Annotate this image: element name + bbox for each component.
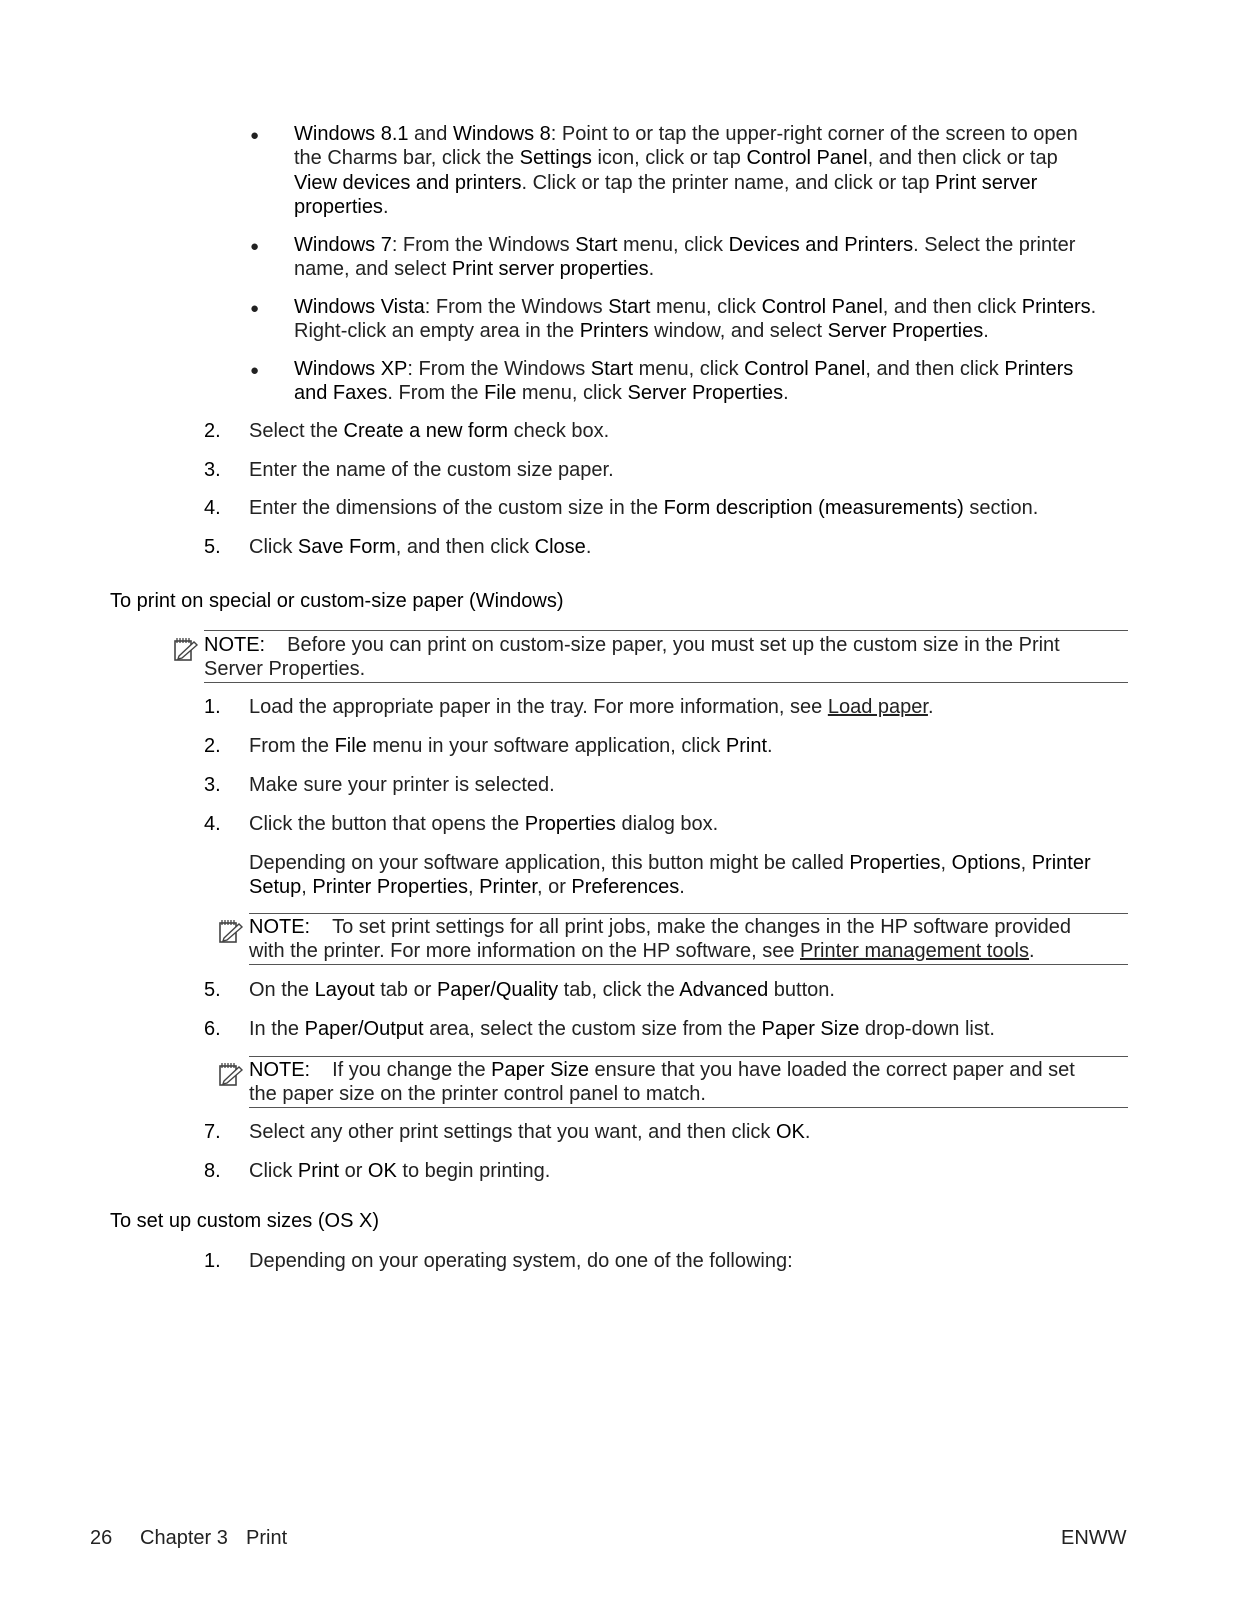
text-run: . — [983, 320, 989, 342]
ui-term: Print — [725, 735, 767, 757]
text-run: the Charms bar, click the — [294, 147, 520, 169]
text-run: . — [804, 1121, 811, 1143]
ui-term: Printer — [479, 876, 537, 898]
step-detail — [249, 851, 1091, 875]
text-run: , — [940, 852, 952, 874]
cross-reference-link[interactable]: Printer management tools — [800, 940, 1030, 962]
step-number: 3. — [204, 774, 221, 796]
ui-term: Properties — [849, 852, 941, 874]
text-run: To set print settings for all print jobs, make the changes in the HP software provided — [332, 916, 1072, 938]
note-top-rule — [249, 1056, 1128, 1057]
ui-term: Properties — [524, 813, 616, 835]
step-number: 5. — [204, 536, 221, 558]
text-run: Depending on your software application, this button might be called — [249, 852, 850, 874]
text-run: Make sure your printer is selected. — [249, 774, 555, 796]
bullet-line — [294, 357, 1073, 381]
ui-term: Windows 7 — [294, 234, 392, 256]
note-icon — [218, 918, 244, 944]
ui-term: OK — [775, 1121, 805, 1143]
bullet-line — [294, 295, 1096, 319]
note-top-rule — [249, 913, 1128, 914]
ui-term: Options — [951, 852, 1021, 874]
ui-term: Printers — [1021, 296, 1091, 318]
text-run: : From the Windows — [424, 296, 609, 318]
text-run: . — [585, 536, 592, 558]
text-run: Click — [249, 536, 298, 558]
bullet-icon: ● — [250, 238, 260, 255]
text-run: section. — [963, 497, 1039, 519]
bullet-icon: ● — [250, 127, 260, 144]
text-run: menu, click — [633, 358, 745, 380]
step-text — [249, 812, 718, 836]
text-run: Enter the dimensions of the custom size in the — [249, 497, 664, 519]
ui-term: Server Properties — [627, 382, 784, 404]
text-run: , — [301, 876, 313, 898]
text-run: If you change the — [332, 1059, 492, 1081]
step-text — [249, 1249, 793, 1273]
ui-term: Advanced — [679, 979, 769, 1001]
bullet-line — [294, 195, 389, 219]
ui-term: Server Properties — [827, 320, 984, 342]
note-label: NOTE: — [204, 634, 266, 656]
step-text — [249, 978, 835, 1002]
text-run: menu, click — [617, 234, 729, 256]
text-run: tab or — [374, 979, 437, 1001]
ui-term: Print server — [935, 172, 1038, 194]
ui-term: Start — [590, 358, 634, 380]
note-line — [204, 657, 365, 681]
text-run: menu, click — [650, 296, 762, 318]
text-run: . — [1029, 940, 1035, 962]
bullet-icon: ● — [250, 362, 260, 379]
ui-term: Start — [575, 234, 618, 256]
text-run: On the — [249, 979, 315, 1001]
text-run: . Click or tap the printer name, and click or tap — [521, 172, 936, 194]
note-text — [287, 634, 1060, 656]
step-text — [249, 734, 773, 758]
ui-term: Paper/Output — [304, 1018, 424, 1040]
note-top-rule — [204, 630, 1128, 631]
text-run: drop-down list. — [859, 1018, 995, 1040]
ui-term: Printers — [1004, 358, 1074, 380]
text-run: ensure that you have loaded the correct paper and set — [588, 1059, 1075, 1081]
note-label: NOTE: — [249, 916, 311, 938]
text-run: . — [767, 735, 773, 757]
step-number: 8. — [204, 1160, 221, 1182]
step-text — [249, 1017, 995, 1041]
ui-term: Preferences — [571, 876, 680, 898]
text-run: area, select the custom size from the — [423, 1018, 762, 1040]
text-run: Click — [249, 1160, 298, 1182]
note-label: NOTE: — [249, 1059, 311, 1081]
ui-term: OK — [367, 1160, 397, 1182]
text-run: icon, click or tap — [591, 147, 747, 169]
text-run: button. — [768, 979, 835, 1001]
step-text — [249, 695, 934, 719]
text-run: : From the Windows — [391, 234, 576, 256]
bullet-line — [294, 146, 1058, 170]
step-number: 1. — [204, 696, 221, 718]
ui-term: Setup — [249, 876, 302, 898]
text-run: Enter the name of the custom size paper. — [249, 459, 614, 481]
text-run: or — [339, 1160, 368, 1182]
note-bottom-rule — [204, 682, 1128, 683]
text-run: : Point to or tap the upper-right corner of the screen to open — [550, 123, 1078, 145]
ui-term: Settings — [519, 147, 592, 169]
text-run: , and then click — [865, 358, 1005, 380]
text-run: to begin printing. — [396, 1160, 551, 1182]
note-icon — [173, 636, 199, 662]
bullet-line — [294, 319, 989, 343]
text-run: menu, click — [516, 382, 628, 404]
text-run: . — [648, 258, 655, 280]
ui-term: Control Panel — [746, 147, 868, 169]
step-text — [249, 419, 609, 443]
bullet-line — [294, 233, 1075, 257]
ui-term: Print — [297, 1160, 340, 1182]
text-run: . From the — [387, 382, 485, 404]
step-text — [249, 535, 591, 559]
ui-term: Control Panel — [761, 296, 883, 318]
step-number: 2. — [204, 420, 221, 442]
note-line — [249, 1058, 1075, 1082]
note-line — [249, 1082, 706, 1106]
step-text — [249, 773, 555, 797]
ui-term: Windows 8.1 — [294, 123, 409, 145]
ui-term: Paper Size — [761, 1018, 860, 1040]
bullet-line — [294, 122, 1078, 146]
note-line — [249, 915, 1071, 939]
text-run: , — [468, 876, 480, 898]
bullet-line — [294, 381, 789, 405]
note-icon — [218, 1061, 244, 1087]
text-run: . — [783, 382, 789, 404]
step-number: 1. — [204, 1250, 221, 1272]
text-run: , and then click or tap — [867, 147, 1058, 169]
step-number: 3. — [204, 459, 221, 481]
text-run: check box. — [508, 420, 610, 442]
text-run: dialog box. — [615, 813, 719, 835]
text-run: with the printer. For more information on the HP software, see — [249, 940, 800, 962]
text-run: menu in your software application, click — [366, 735, 726, 757]
text-run: tab, click the — [558, 979, 680, 1001]
step-number: 4. — [204, 813, 221, 835]
step-number: 4. — [204, 497, 221, 519]
ui-term: properties — [294, 196, 383, 218]
text-run: : From the Windows — [407, 358, 591, 380]
text-run: Server Properties. — [204, 658, 366, 680]
note-bottom-rule — [249, 964, 1128, 965]
ui-term: File — [334, 735, 367, 757]
bullet-icon: ● — [250, 300, 260, 317]
note-line — [204, 633, 1060, 657]
section-heading-windows: To print on special or custom-size paper (Windows) — [110, 590, 564, 612]
text-run: and — [408, 123, 453, 145]
text-run: In the — [249, 1018, 305, 1040]
text-run: Select the — [249, 420, 344, 442]
ui-term: Save Form — [297, 536, 396, 558]
step-text — [249, 458, 614, 482]
ui-term: Control Panel — [744, 358, 866, 380]
ui-term: and Faxes — [294, 382, 388, 404]
text-run: Right-click an empty area in the — [294, 320, 580, 342]
text-run: window, and select — [648, 320, 828, 342]
footer-section: Print — [246, 1527, 288, 1549]
step-number: 2. — [204, 735, 221, 757]
bullet-line — [294, 171, 1037, 195]
ui-term: Create a new form — [343, 420, 509, 442]
text-run: Depending on your operating system, do one of the following: — [249, 1250, 793, 1272]
ui-term: Form description (measurements) — [663, 497, 964, 519]
text-run: Select any other print settings that you want, and then click — [249, 1121, 776, 1143]
ui-term: Close — [534, 536, 586, 558]
footer-page-number: 26 — [90, 1527, 113, 1549]
step-number: 6. — [204, 1018, 221, 1040]
ui-term: Windows 8 — [452, 123, 551, 145]
text-run: , or — [536, 876, 572, 898]
footer-chapter: Chapter 3 — [140, 1527, 228, 1549]
ui-term: Paper Size — [491, 1059, 589, 1081]
text-run: Before you can print on custom-size paper, you must set up the custom size in the Print — [287, 634, 1060, 656]
text-run: Click the button that opens the — [249, 813, 525, 835]
text-run: . — [1090, 296, 1097, 318]
text-run: . — [382, 196, 389, 218]
step-detail — [249, 875, 685, 899]
note-bottom-rule — [249, 1107, 1128, 1108]
ui-term: Start — [608, 296, 651, 318]
text-run: the paper size on the printer control panel to match. — [249, 1083, 706, 1105]
ui-term: View devices and printers — [294, 172, 522, 194]
ui-term: Windows Vista — [294, 296, 425, 318]
section-heading-osx: To set up custom sizes (OS X) — [110, 1210, 379, 1232]
text-run: . Select the printer — [913, 234, 1076, 256]
text-run: name, and select — [294, 258, 452, 280]
step-text — [249, 496, 1038, 520]
ui-term: Print server properties — [451, 258, 649, 280]
note-text — [332, 1059, 1075, 1081]
ui-term: Paper/Quality — [436, 979, 559, 1001]
ui-term: Printer Properties — [312, 876, 469, 898]
text-run: Load the appropriate paper in the tray. For more information, see — [249, 696, 828, 718]
text-run: , and then click — [395, 536, 535, 558]
ui-term: Printers — [579, 320, 649, 342]
text-run: , and then click — [882, 296, 1022, 318]
text-run: , — [1020, 852, 1032, 874]
ui-term: Printer — [1031, 852, 1091, 874]
step-number: 7. — [204, 1121, 221, 1143]
bullet-line — [294, 257, 654, 281]
ui-term: File — [484, 382, 517, 404]
ui-term: Windows XP — [294, 358, 408, 380]
text-run: . — [927, 696, 934, 718]
text-run: From the — [249, 735, 335, 757]
step-number: 5. — [204, 979, 221, 1001]
footer-enww: ENWW — [1061, 1527, 1127, 1549]
note-line — [249, 939, 1035, 963]
text-run: . — [679, 876, 685, 898]
note-text — [332, 916, 1071, 938]
ui-term: Devices and Printers — [728, 234, 914, 256]
ui-term: Layout — [314, 979, 375, 1001]
step-text — [249, 1159, 550, 1183]
cross-reference-link[interactable]: Load paper — [827, 696, 928, 718]
step-text — [249, 1120, 810, 1144]
